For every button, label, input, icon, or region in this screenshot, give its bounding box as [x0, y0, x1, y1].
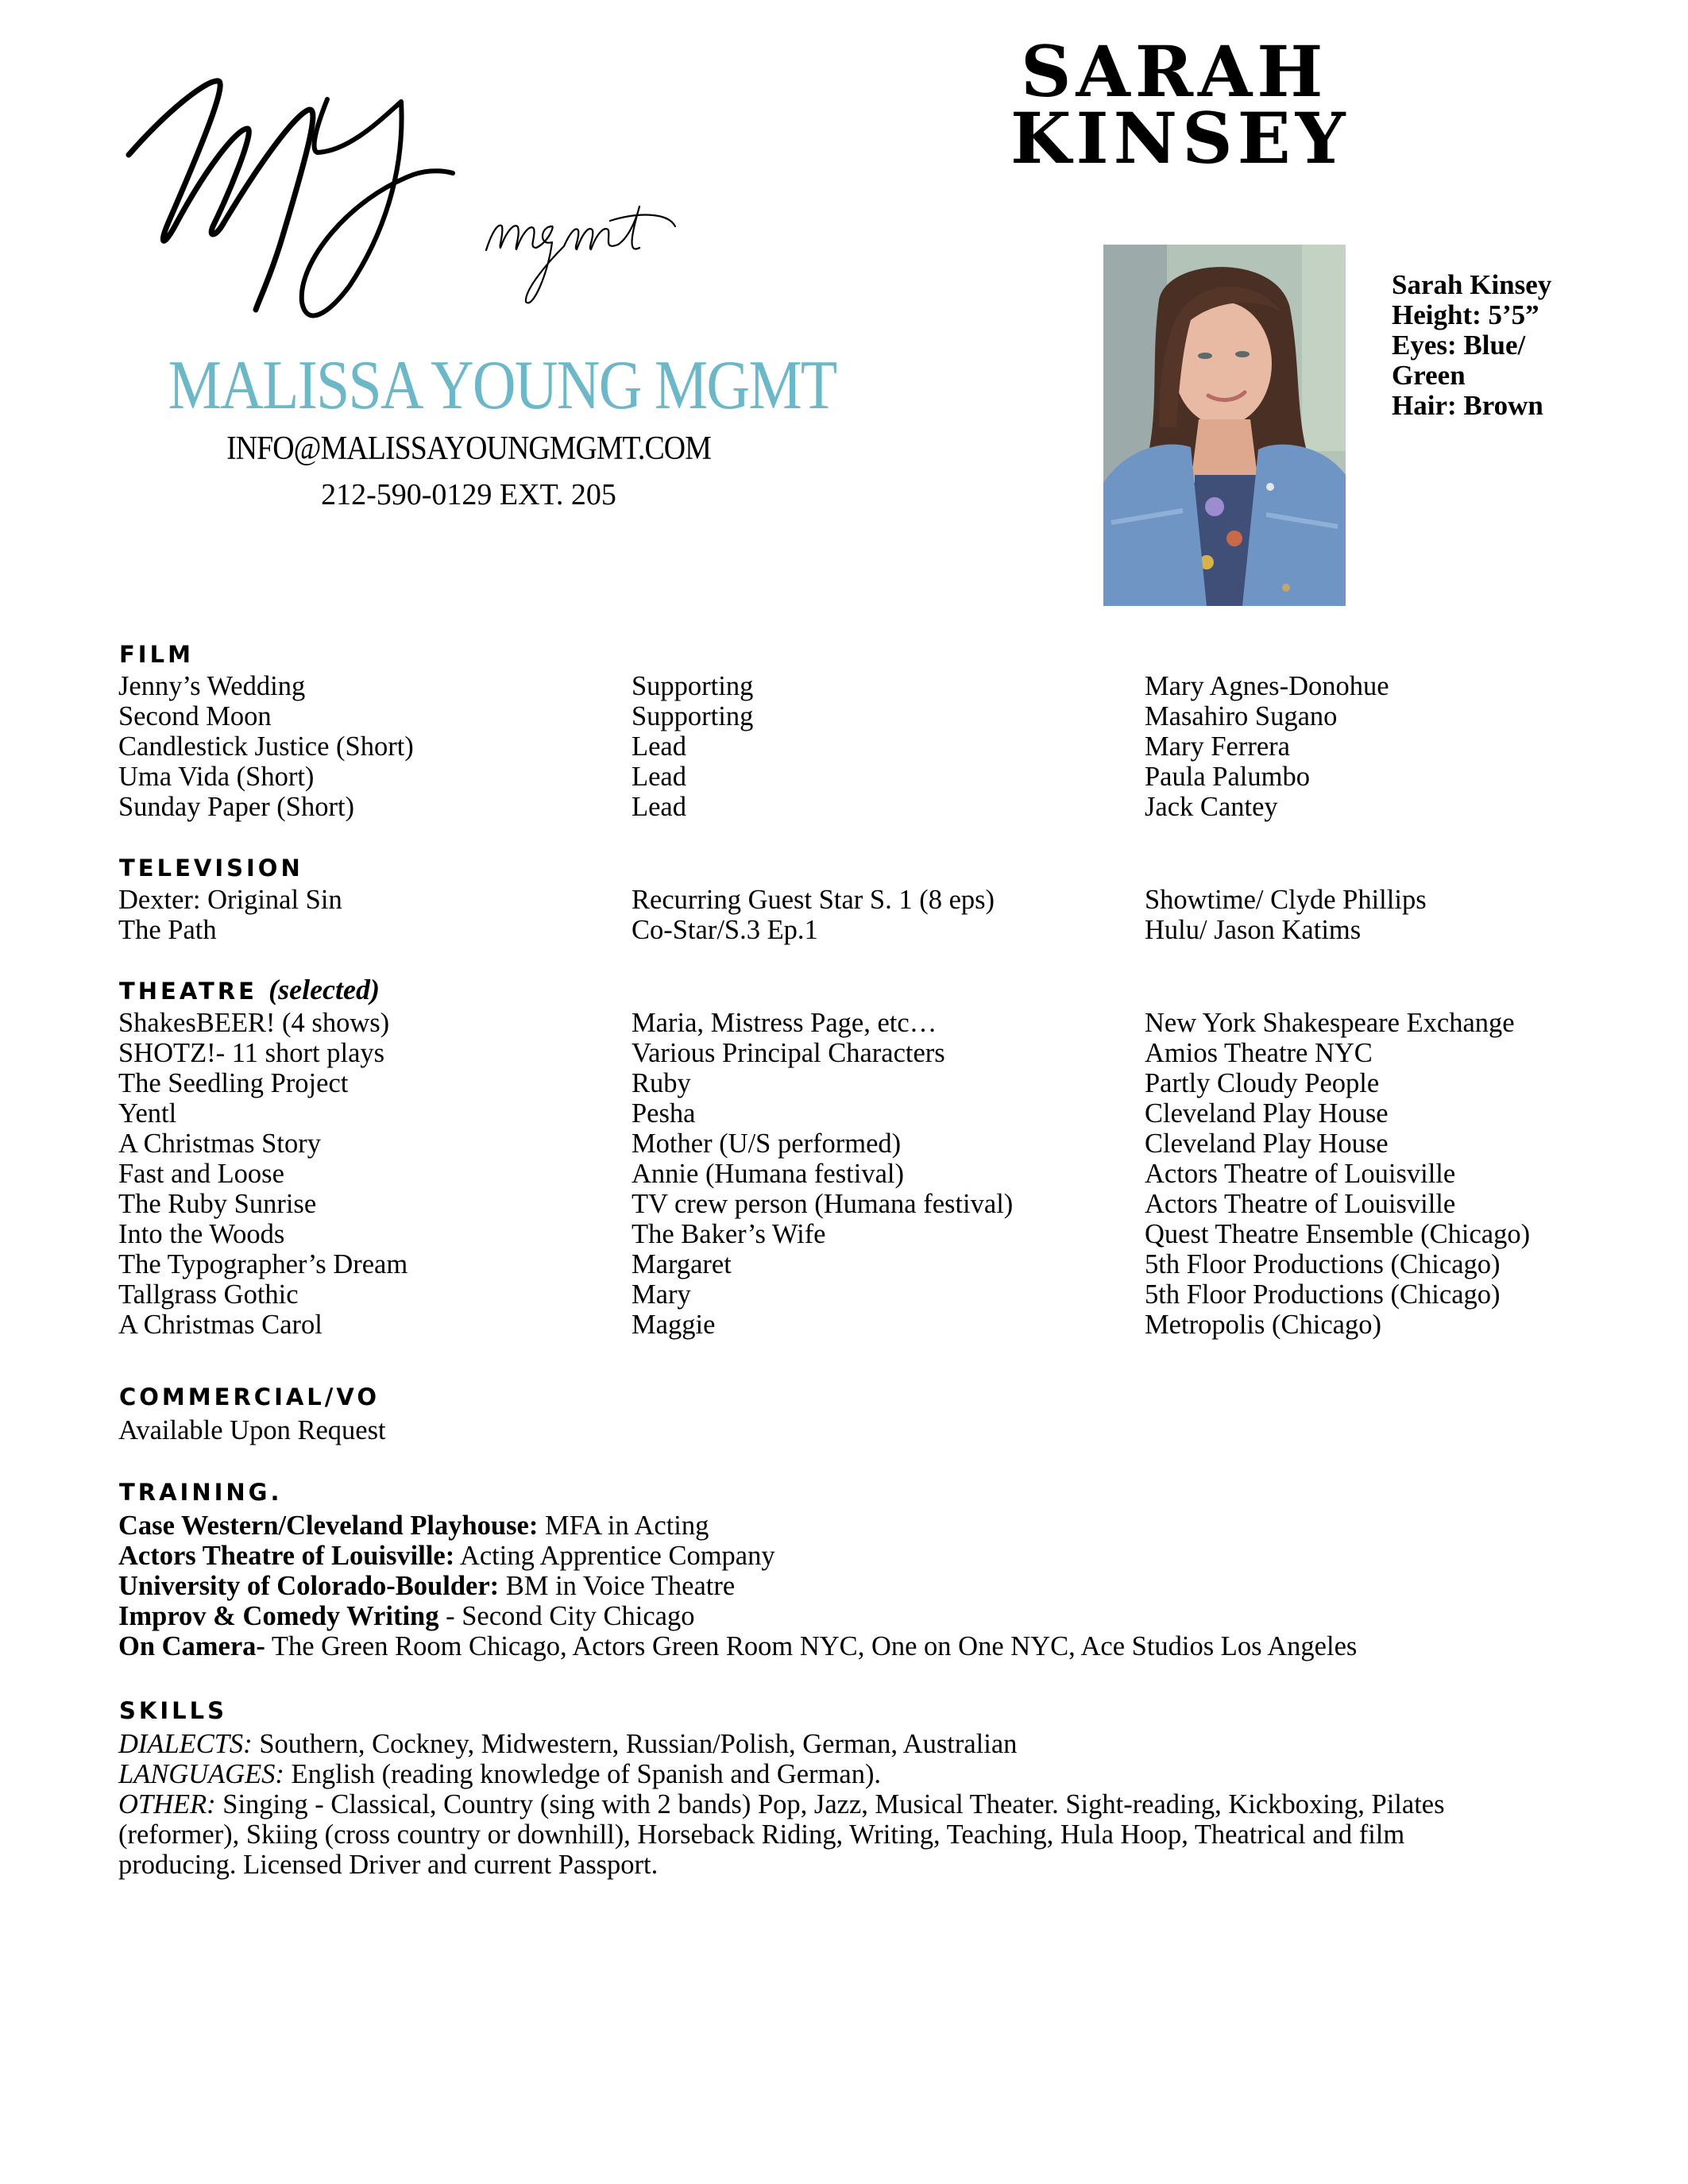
television-credit-row: [0, 915, 1688, 945]
credit-title: Yentl: [118, 1098, 177, 1129]
section-heading-skills: SKILLS: [119, 1697, 227, 1724]
headshot-illustration: [1103, 245, 1346, 606]
credit-company: Actors Theatre of Louisville: [1145, 1159, 1456, 1189]
credit-role: Mother (U/S performed): [632, 1129, 902, 1159]
skills-languages: [118, 1759, 881, 1789]
training-item: [118, 1571, 735, 1601]
credit-company: 5th Floor Productions (Chicago): [1145, 1279, 1501, 1310]
credit-title: Fast and Loose: [118, 1159, 284, 1189]
section-heading-film: FILM: [119, 641, 194, 668]
training-detail: BM in Voice Theatre: [499, 1571, 736, 1601]
credit-company: Amios Theatre NYC: [1145, 1038, 1373, 1068]
credit-company: Mary Agnes-Donohue: [1145, 671, 1389, 701]
skills-other-line-3: producing. Licensed Driver and current Passport.: [118, 1850, 659, 1880]
stats-name: Sarah Kinsey: [1392, 269, 1552, 300]
theatre-heading-selected: (selected): [268, 974, 380, 1005]
training-item: [118, 1631, 1357, 1661]
credit-company: Showtime/ Clyde Phillips: [1145, 885, 1427, 915]
credit-company: Quest Theatre Ensemble (Chicago): [1145, 1219, 1531, 1249]
theatre-credit-row: [0, 1068, 1688, 1098]
training-detail: MFA in Acting: [538, 1511, 709, 1541]
stats-eyes: Eyes: Blue/: [1392, 330, 1526, 361]
languages-label: LANGUAGES:: [118, 1759, 284, 1789]
film-credit-row: [0, 792, 1688, 822]
stats-eyes-cont: Green: [1392, 360, 1466, 391]
dialects-label: DIALECTS:: [118, 1729, 253, 1759]
training-institution: Case Western/Cleveland Playhouse:: [118, 1511, 539, 1541]
credit-company: Cleveland Play House: [1145, 1129, 1389, 1159]
credit-title: A Christmas Carol: [118, 1310, 323, 1340]
credit-company: Actors Theatre of Louisville: [1145, 1189, 1456, 1219]
skills-dialects: [118, 1729, 1017, 1759]
credit-role: Maria, Mistress Page, etc…: [632, 1008, 937, 1038]
credit-company: Metropolis (Chicago): [1145, 1310, 1381, 1340]
credit-role: Maggie: [632, 1310, 716, 1340]
credit-title: The Path: [118, 915, 217, 945]
credit-title: The Seedling Project: [118, 1068, 349, 1098]
television-credit-row: [0, 885, 1688, 915]
actor-first-name: SARAH: [1021, 30, 1328, 113]
credit-company: Cleveland Play House: [1145, 1098, 1389, 1129]
credit-company: 5th Floor Productions (Chicago): [1145, 1249, 1501, 1279]
skills-other-line-2: (reformer), Skiing (cross country or downhill), Horseback Riding, Writing, Teaching, Hula Hoop, Theatrical and film: [118, 1819, 1405, 1850]
training-detail: The Green Room Chicago, Actors Green Room NYC, One on One NYC, Ace Studios Los Angeles: [265, 1631, 1358, 1661]
film-credit-row: [0, 762, 1688, 792]
theatre-credit-row: [0, 1159, 1688, 1189]
credit-company: Partly Cloudy People: [1145, 1068, 1380, 1098]
credit-title: The Typographer’s Dream: [118, 1249, 408, 1279]
film-credit-row: [0, 731, 1688, 762]
credit-company: Masahiro Sugano: [1145, 701, 1338, 731]
credit-role: Annie (Humana festival): [632, 1159, 904, 1189]
credit-role: The Baker’s Wife: [632, 1219, 826, 1249]
credit-company: Mary Ferrera: [1145, 731, 1290, 762]
credit-company: Hulu/ Jason Katims: [1145, 915, 1362, 945]
headshot-photo: [1103, 245, 1346, 606]
stats-height: Height: 5’5”: [1392, 299, 1539, 330]
film-credit-row: [0, 671, 1688, 701]
credit-title: The Ruby Sunrise: [118, 1189, 317, 1219]
credit-role: Supporting: [632, 701, 754, 731]
section-heading-commercial: COMMERCIAL/VO: [119, 1383, 380, 1410]
theatre-credit-row: [0, 1219, 1688, 1249]
theatre-credit-row: [0, 1008, 1688, 1038]
credit-title: Candlestick Justice (Short): [118, 731, 414, 762]
agency-email[interactable]: INFO@MALISSAYOUNGMGMT.COM: [226, 430, 711, 467]
theatre-credit-row: [0, 1249, 1688, 1279]
agency-name: MALISSA YOUNG MGMT: [168, 347, 836, 424]
agency-logo-monogram: [119, 64, 818, 357]
actor-stats: [1392, 270, 1654, 421]
credit-role: Lead: [632, 731, 686, 762]
training-item: [118, 1601, 694, 1631]
training-detail: - Second City Chicago: [438, 1601, 695, 1631]
credit-role: Mary: [632, 1279, 691, 1310]
theatre-credit-row: [0, 1310, 1688, 1340]
languages-value: English (reading knowledge of Spanish and German).: [284, 1759, 882, 1789]
other-value-line-1: Singing - Classical, Country (sing with 2 bands) Pop, Jazz, Musical Theater. Sight-reading, Kickboxing, Pilates: [215, 1789, 1445, 1819]
credit-title: ShakesBEER! (4 shows): [118, 1008, 390, 1038]
credit-company: Paula Palumbo: [1145, 762, 1310, 792]
theatre-credit-row: [0, 1129, 1688, 1159]
credit-title: Sunday Paper (Short): [118, 792, 355, 822]
credit-role: Various Principal Characters: [632, 1038, 945, 1068]
credit-company: New York Shakespeare Exchange: [1145, 1008, 1515, 1038]
section-heading-television: TELEVISION: [119, 855, 303, 882]
credit-role: Lead: [632, 762, 686, 792]
skills-other: [118, 1789, 1445, 1819]
agency-phone: 212-590-0129 EXT. 205: [321, 478, 616, 511]
credit-role: Co-Star/S.3 Ep.1: [632, 915, 818, 945]
credit-company: Jack Cantey: [1145, 792, 1278, 822]
credit-role: TV crew person (Humana festival): [632, 1189, 1014, 1219]
other-label: OTHER:: [118, 1789, 216, 1819]
theatre-heading-label: THEATRE: [119, 978, 257, 1005]
film-credit-row: [0, 701, 1688, 731]
dialects-value: Southern, Cockney, Midwestern, Russian/Polish, German, Australian: [252, 1729, 1018, 1759]
credit-role: Recurring Guest Star S. 1 (8 eps): [632, 885, 995, 915]
training-institution: Actors Theatre of Louisville:: [118, 1541, 455, 1571]
theatre-credit-row: [0, 1279, 1688, 1310]
training-item: [118, 1541, 775, 1571]
credit-title: Jenny’s Wedding: [118, 671, 306, 701]
credit-title: Into the Woods: [118, 1219, 285, 1249]
training-institution: University of Colorado-Boulder:: [118, 1571, 500, 1601]
credit-title: Second Moon: [118, 701, 272, 731]
training-institution: On Camera-: [118, 1631, 265, 1661]
credit-role: Supporting: [632, 671, 754, 701]
theatre-credit-row: [0, 1038, 1688, 1068]
credit-role: Margaret: [632, 1249, 732, 1279]
credit-role: Ruby: [632, 1068, 691, 1098]
theatre-credit-row: [0, 1189, 1688, 1219]
credit-title: SHOTZ!- 11 short plays: [118, 1038, 385, 1068]
credit-role: Pesha: [632, 1098, 696, 1129]
credit-title: Dexter: Original Sin: [118, 885, 342, 915]
training-item: [118, 1511, 709, 1541]
section-heading-theatre: [119, 976, 380, 1005]
credit-role: Lead: [632, 792, 686, 822]
theatre-credit-row: [0, 1098, 1688, 1129]
credit-title: Tallgrass Gothic: [118, 1279, 299, 1310]
training-detail: Acting Apprentice Company: [454, 1541, 775, 1571]
section-heading-training: TRAINING.: [119, 1479, 283, 1506]
credit-title: A Christmas Story: [118, 1129, 321, 1159]
commercial-text: Available Upon Request: [118, 1415, 386, 1445]
training-institution: Improv & Comedy Writing: [118, 1601, 439, 1631]
actor-last-name: KINSEY: [1010, 97, 1350, 179]
credit-title: Uma Vida (Short): [118, 762, 315, 792]
stats-hair: Hair: Brown: [1392, 390, 1543, 421]
